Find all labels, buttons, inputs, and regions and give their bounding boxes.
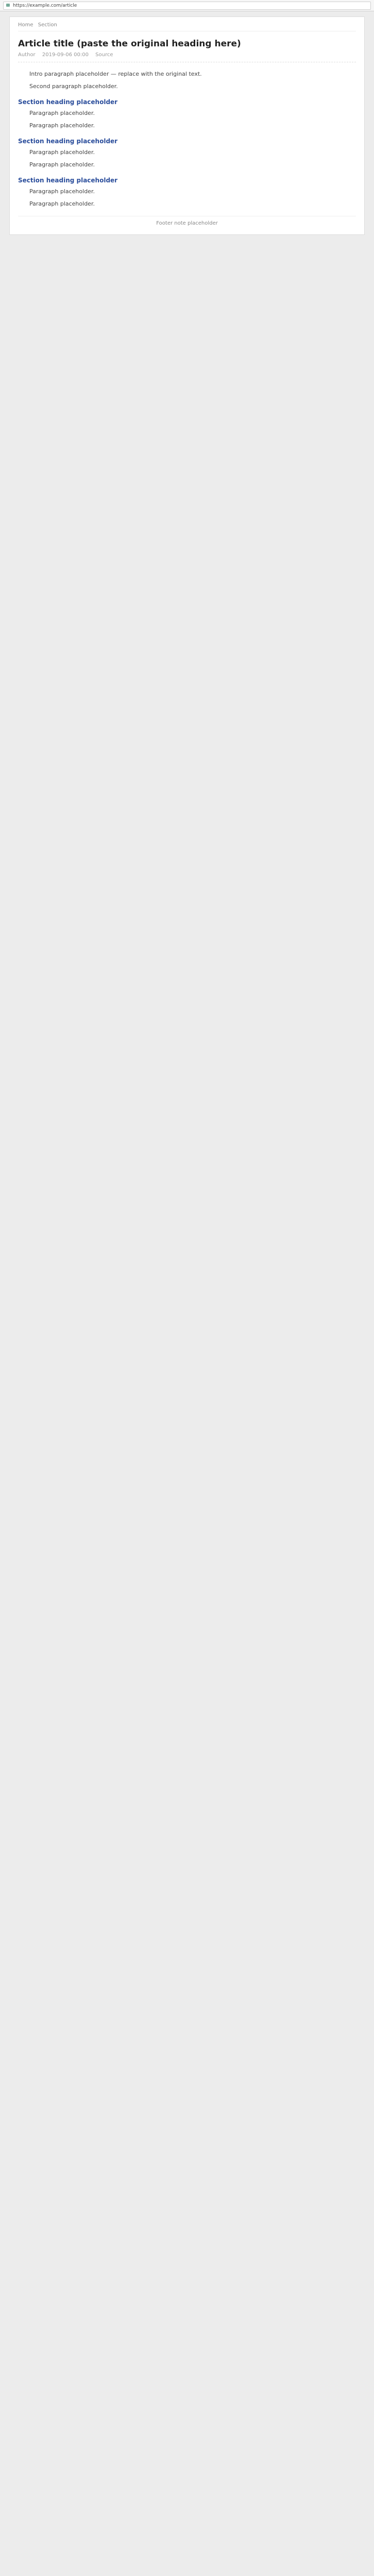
url-text: https://example.com/article xyxy=(13,3,77,8)
article-section xyxy=(18,98,356,130)
paragraph: Paragraph placeholder. xyxy=(29,110,95,116)
paragraph: Paragraph placeholder. xyxy=(29,188,95,195)
section-heading: Section heading placeholder xyxy=(18,177,118,184)
paragraph: Paragraph placeholder. xyxy=(29,200,95,207)
footer-note: Footer note placeholder xyxy=(18,216,356,226)
breadcrumb xyxy=(18,22,356,31)
paragraph: Paragraph placeholder. xyxy=(29,161,95,168)
article-body xyxy=(18,70,356,209)
breadcrumb-section[interactable]: Section xyxy=(38,22,57,28)
article-meta xyxy=(18,52,356,62)
article-section xyxy=(18,70,356,91)
section-heading: Section heading placeholder xyxy=(18,138,118,145)
paragraph: Intro paragraph placeholder — replace with the original text. xyxy=(29,71,202,77)
section-heading: Section heading placeholder xyxy=(18,98,118,106)
article-section xyxy=(18,177,356,209)
article-page xyxy=(9,16,365,235)
breadcrumb-home[interactable]: Home xyxy=(18,22,33,28)
meta-source: Source xyxy=(95,52,113,58)
browser-bar xyxy=(0,0,374,11)
meta-date: 2019-09-06 00:00 xyxy=(42,52,89,58)
page-title: Article title (paste the original heading here) xyxy=(18,39,241,49)
address-bar[interactable] xyxy=(3,2,371,10)
paragraph: Paragraph placeholder. xyxy=(29,149,95,156)
paragraph: Second paragraph placeholder. xyxy=(29,83,118,90)
paragraph: Paragraph placeholder. xyxy=(29,122,95,129)
meta-author: Author xyxy=(18,52,36,58)
lock-icon xyxy=(6,4,10,7)
article-section xyxy=(18,138,356,170)
